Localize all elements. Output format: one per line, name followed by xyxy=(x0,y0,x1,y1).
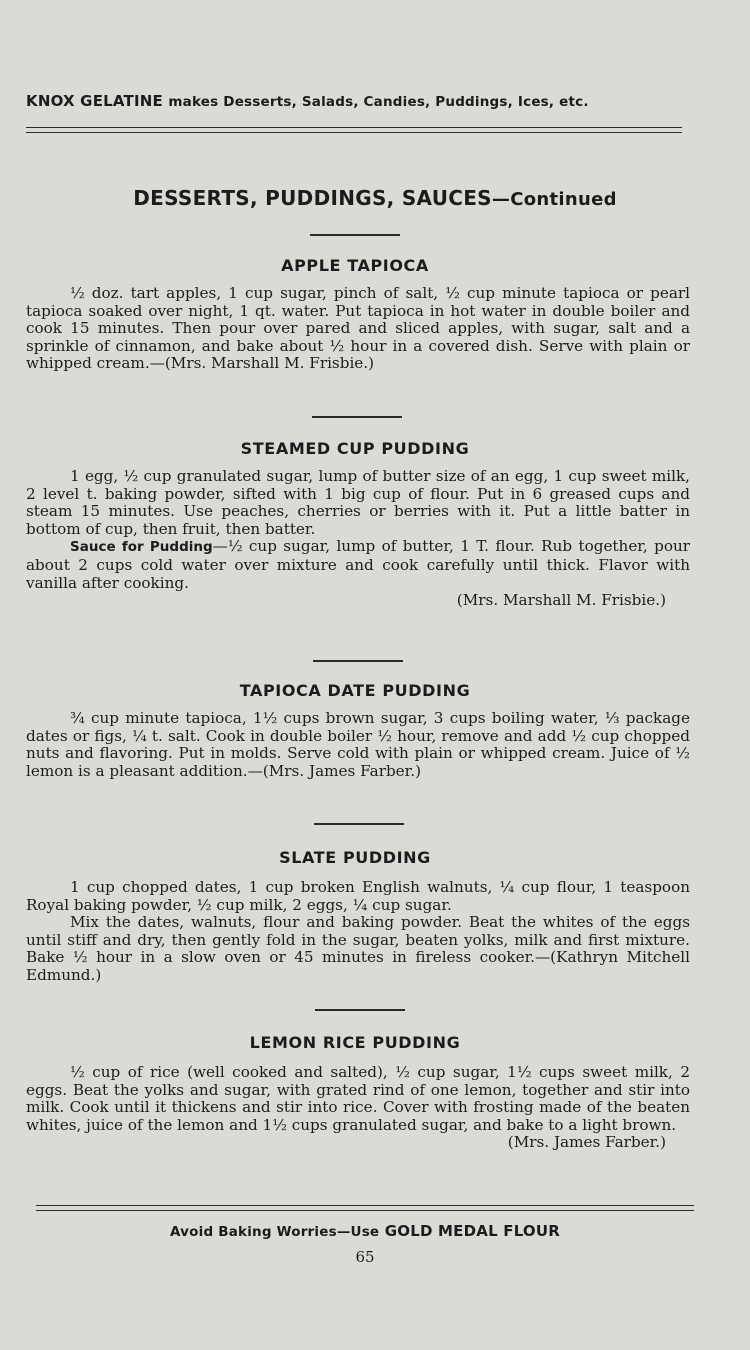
recipe-paragraph: ¾ cup minute tapioca, 1½ cups brown sugar, 3 cups boiling water, ⅓ package dates or figs, ¼ t. salt. Cook in double boiler ½ hour, remove and add ½ cup chopped nuts and flavoring. Put in molds. Serve cold with plain or whipped cream. Juice of ½ lemon is a pleasant addition.—(Mrs. James Farber.) xyxy=(26,709,690,780)
divider-rule xyxy=(312,416,402,418)
recipe-paragraph: ½ doz. tart apples, 1 cup sugar, pinch of salt, ½ cup minute tapioca or pearl tapioca soaked over night, 1 qt. water. Put tapioca in hot water in double boiler and cook 15 minutes. Then pour over pared and sliced apples, with sugar, salt and a sprinkle of cinnamon, and bake about ½ hour in a covered dish. Serve with plain or whipped cream.—(Mrs. Marshall M. Frisbie.) xyxy=(26,284,690,373)
recipe-title-apple-tapioca: APPLE TAPIOCA xyxy=(281,256,429,275)
page-number: 65 xyxy=(355,1248,375,1266)
recipe-body-apple-tapioca xyxy=(26,285,690,373)
footer-slogan: Avoid Baking Worries—Use xyxy=(170,1224,380,1240)
recipe-credit: (Mrs. Marshall M. Frisbie.) xyxy=(456,591,666,610)
header-brand: KNOX GELATINE xyxy=(26,92,163,110)
sauce-text: —½ cup sugar, lump of butter, 1 T. flour. Rub together, pour about 2 cups cold water over mixture and cook carefully until thick. Flavor with vanilla after cooking. xyxy=(26,537,691,592)
recipe-body-tapioca-date-pudding xyxy=(26,710,690,780)
header-double-rule xyxy=(26,127,682,133)
section-title-text: DESSERTS, PUDDINGS, SAUCES xyxy=(133,186,492,210)
footer-double-rule xyxy=(36,1205,694,1211)
sauce-label: Sauce for Pudding xyxy=(70,539,213,556)
recipe-paragraph: 1 cup chopped dates, 1 cup broken English walnuts, ¼ cup flour, 1 teaspoon Royal baking powder, ½ cup milk, 2 eggs, ¼ cup sugar. xyxy=(26,878,690,914)
divider-rule xyxy=(310,234,400,236)
recipe-paragraph: ½ cup of rice (well cooked and salted), ½ cup sugar, 1½ cups sweet milk, 2 eggs. Beat the yolks and sugar, with grated rind of one lemon, together and stir into milk. Cook until it thickens and stir into rice. Cover with frosting made of the beaten whites, juice of the lemon and 1½ cups granulated sugar, and bake to a light brown. xyxy=(26,1063,690,1134)
recipe-title-lemon-rice-pudding: LEMON RICE PUDDING xyxy=(249,1033,461,1052)
recipe-title-steamed-cup-pudding: STEAMED CUP PUDDING xyxy=(240,439,470,458)
divider-rule xyxy=(314,823,404,825)
page-header xyxy=(26,92,706,110)
recipe-paragraph: Mix the dates, walnuts, flour and baking powder. Beat the whites of the eggs until stiff and dry, then gently fold in the sugar, beaten yolks, milk and first mixture. Bake ½ hour in a slow oven or 45 minutes in fireless cooker.—(Kathryn Mitchell Edmund.) xyxy=(26,913,690,984)
divider-rule xyxy=(313,660,403,662)
recipe-title-tapioca-date-pudding: TAPIOCA DATE PUDDING xyxy=(239,681,471,700)
recipe-body-steamed-cup-pudding xyxy=(26,468,690,610)
recipe-paragraph: 1 egg, ½ cup granulated sugar, lump of butter size of an egg, 1 cup sweet milk, 2 level t. baking powder, sifted with 1 big cup of flour. Put in 6 greased cups and steam 15 minutes. Use peaches, cherries or berries with it. Put a little batter in bottom of cup, then fruit, then batter. xyxy=(26,467,690,538)
footer-brand: GOLD MEDAL FLOUR xyxy=(384,1222,560,1240)
recipe-body-slate-pudding xyxy=(26,879,690,985)
page-footer xyxy=(0,1222,730,1240)
recipe-body-lemon-rice-pudding xyxy=(26,1064,690,1152)
section-title xyxy=(0,186,750,210)
sauce-paragraph xyxy=(26,538,690,592)
section-continued: —Continued xyxy=(491,189,617,210)
recipe-credit: (Mrs. James Farber.) xyxy=(507,1133,666,1152)
recipe-title-slate-pudding: SLATE PUDDING xyxy=(279,848,431,867)
divider-rule xyxy=(315,1009,405,1011)
header-tagline: makes Desserts, Salads, Candies, Puddings, Ices, etc. xyxy=(168,94,589,110)
